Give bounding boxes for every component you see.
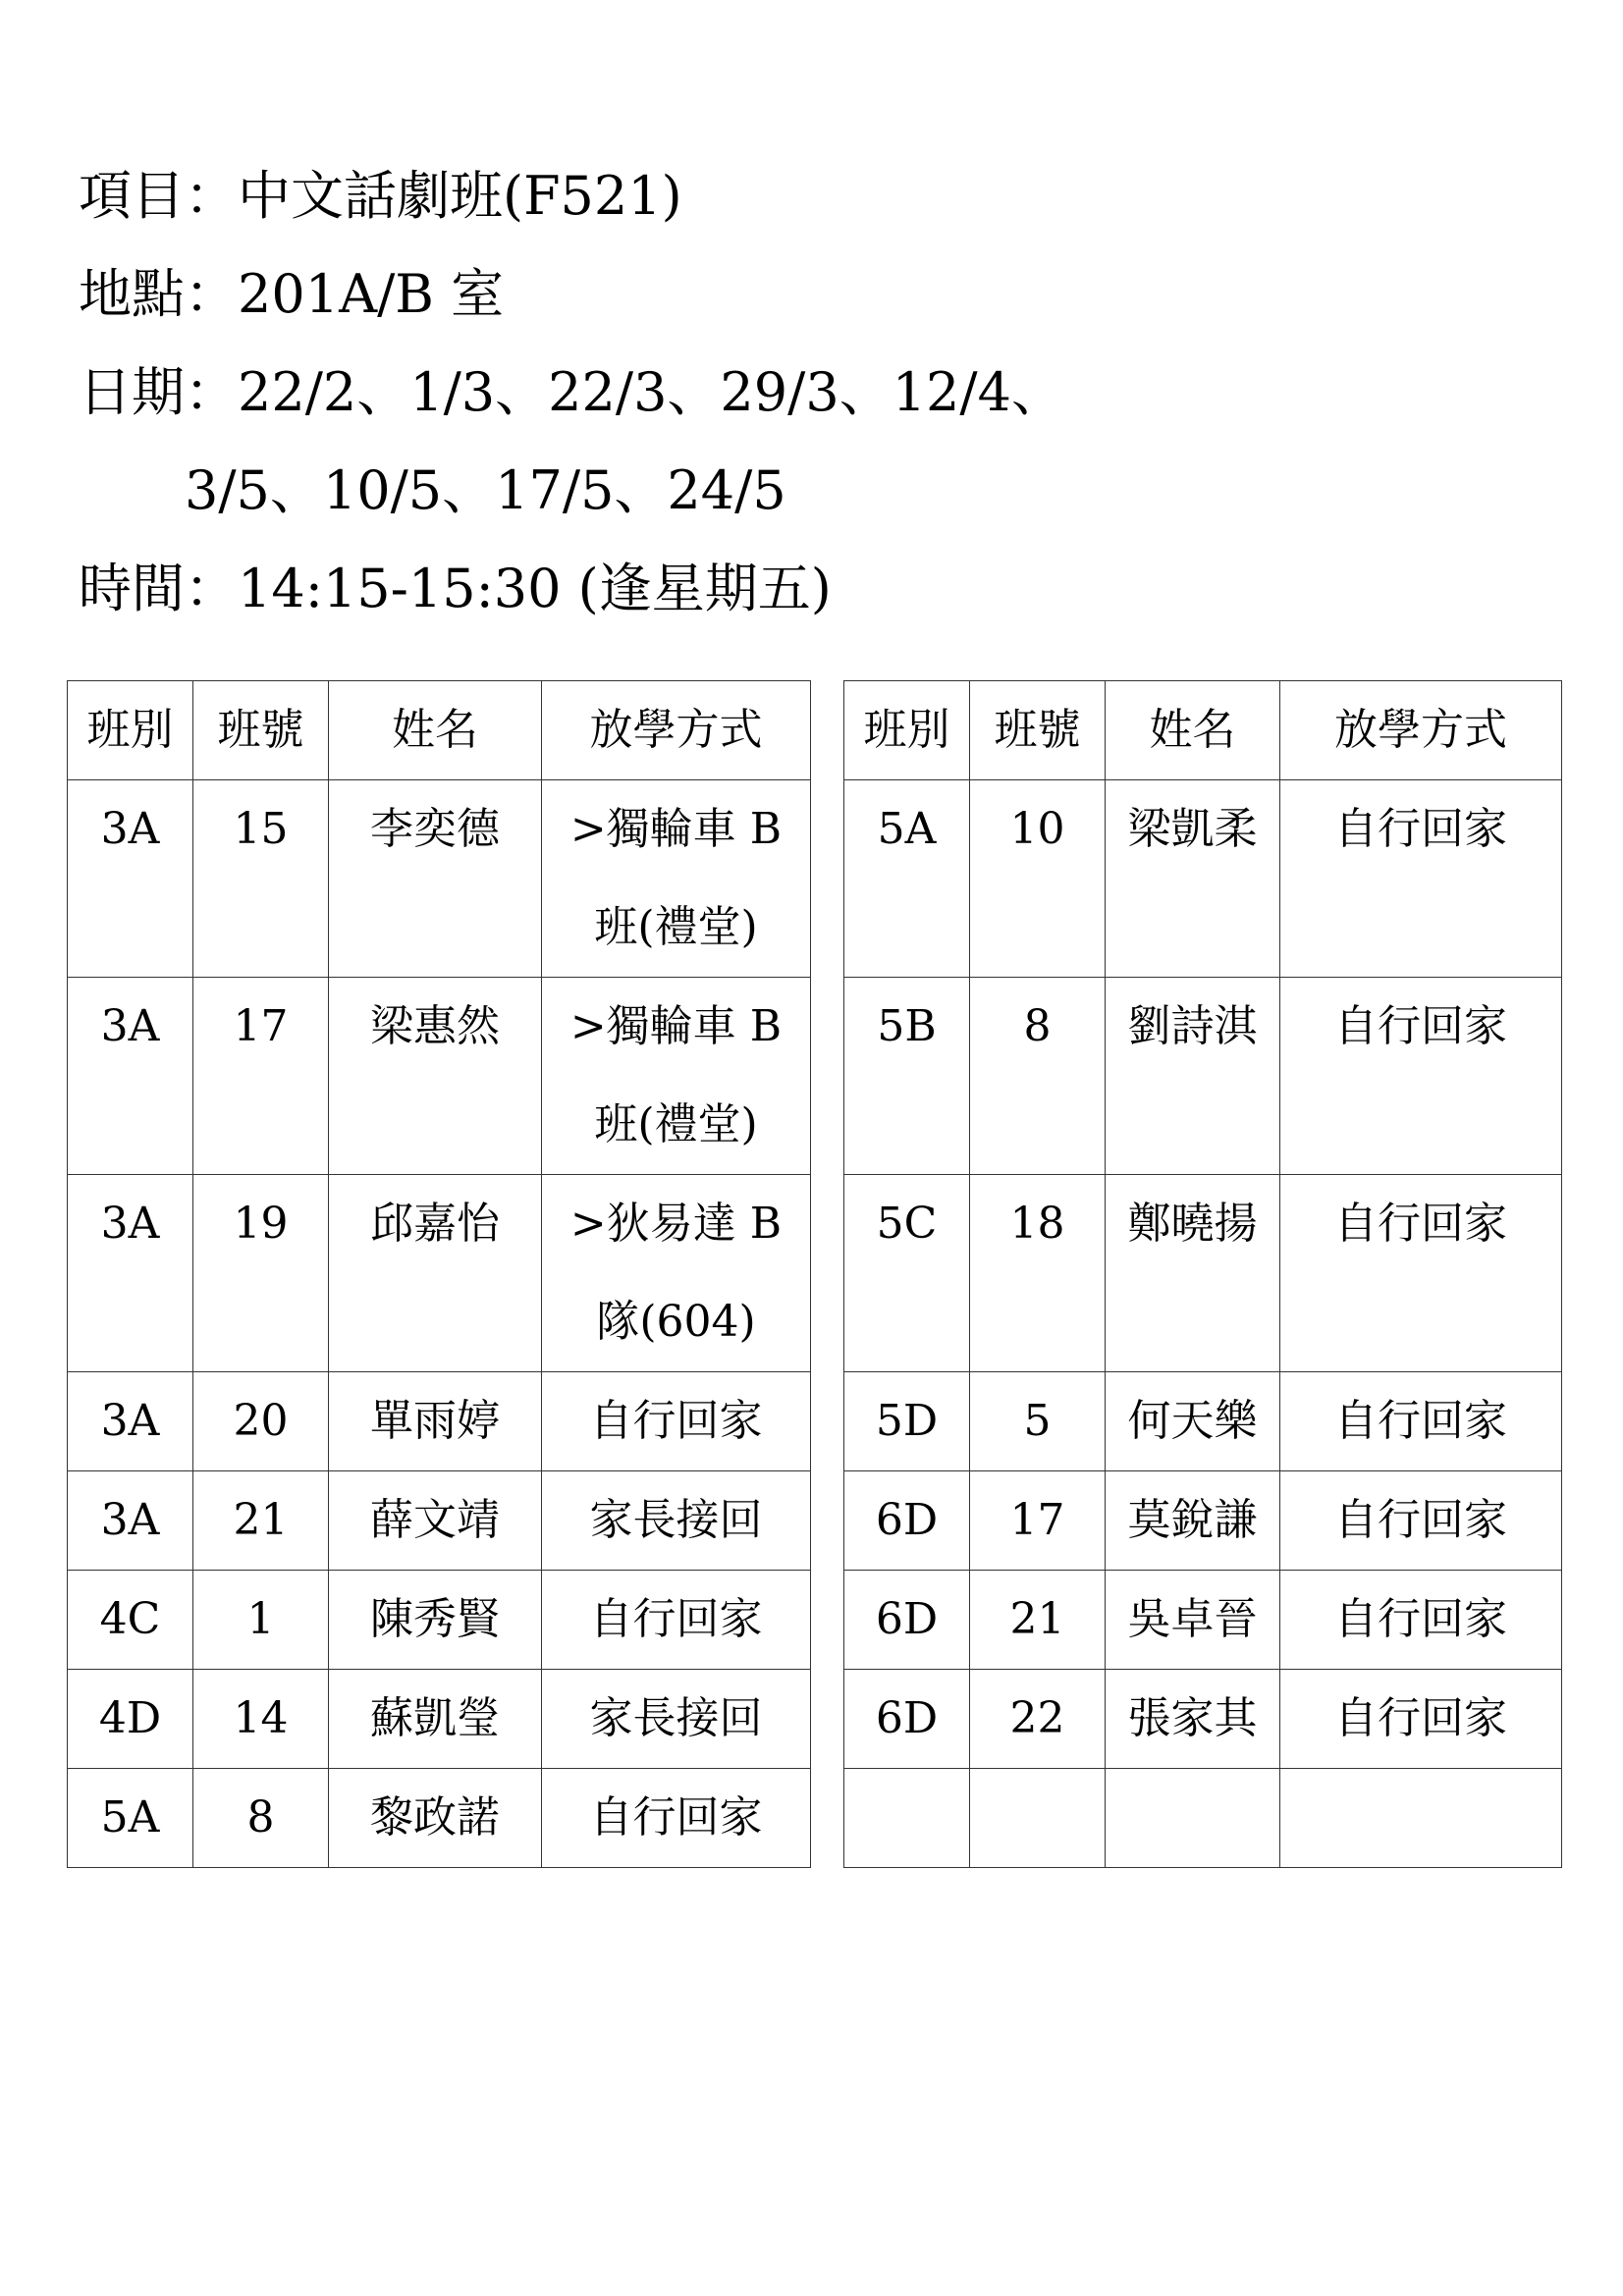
cell-method [1280,1769,1562,1868]
cell-name: 鄭曉揚 [1106,1175,1280,1372]
table-row [68,1670,811,1769]
cell-method: 自行回家 [542,1769,811,1868]
cell-method: 家長接回 [542,1471,811,1571]
venue-line [79,245,1064,344]
table-row [68,978,811,1175]
cell-class: 6D [844,1670,970,1769]
cell-number: 17 [193,978,329,1175]
table-row [844,780,1562,978]
header-method: 放學方式 [542,681,811,780]
venue-value: 201A/B 室 [238,263,505,325]
cell-number [970,1769,1106,1868]
cell-name: 莫銳謙 [1106,1471,1280,1571]
table-row [68,1571,811,1670]
student-table-right [843,680,1562,1868]
cell-method [542,780,811,978]
cell-method: 自行回家 [1280,780,1562,978]
date-label: 日期： [79,361,238,423]
time-label: 時間： [79,558,238,619]
cell-name: 李奕德 [329,780,542,978]
cell-method [542,978,811,1175]
activity-info [79,147,1064,638]
cell-method: 自行回家 [1280,978,1562,1175]
table-row [68,780,811,978]
cell-number: 21 [970,1571,1106,1670]
table-row [844,1571,1562,1670]
cell-method: 自行回家 [542,1571,811,1670]
cell-class: 5B [844,978,970,1175]
cell-number: 17 [970,1471,1106,1571]
cell-name: 吳卓晉 [1106,1571,1280,1670]
cell-name: 黎政諾 [329,1769,542,1868]
table-row [844,1670,1562,1769]
table-row [844,978,1562,1175]
item-label: 項目： [79,165,238,227]
cell-number: 5 [970,1372,1106,1471]
header-method: 放學方式 [1280,681,1562,780]
cell-class: 6D [844,1571,970,1670]
table-row [68,1769,811,1868]
cell-method: 家長接回 [542,1670,811,1769]
cell-class: 5A [68,1769,193,1868]
cell-name: 薛文靖 [329,1471,542,1571]
cell-name: 何天樂 [1106,1372,1280,1471]
header-name: 姓名 [329,681,542,780]
venue-label: 地點： [79,263,238,325]
table-row [844,1175,1562,1372]
cell-method: 自行回家 [1280,1471,1562,1571]
date-line-continued [79,442,1064,540]
cell-number: 8 [193,1769,329,1868]
cell-number: 21 [193,1471,329,1571]
header-number: 班號 [970,681,1106,780]
cell-name: 梁凱柔 [1106,780,1280,978]
header-name: 姓名 [1106,681,1280,780]
cell-class: 4D [68,1670,193,1769]
cell-number: 14 [193,1670,329,1769]
cell-class: 3A [68,1471,193,1571]
cell-name: 單雨婷 [329,1372,542,1471]
cell-number: 19 [193,1175,329,1372]
cell-class: 5A [844,780,970,978]
cell-number: 10 [970,780,1106,978]
table-header-row [68,681,811,780]
date-value-line1: 22/2、1/3、22/3、29/3、12/4、 [238,361,1064,423]
cell-method [542,1175,811,1372]
cell-number: 15 [193,780,329,978]
cell-number: 1 [193,1571,329,1670]
cell-number: 20 [193,1372,329,1471]
header-number: 班號 [193,681,329,780]
cell-class [844,1769,970,1868]
cell-number: 22 [970,1670,1106,1769]
cell-class: 3A [68,978,193,1175]
method-line2: 班(禮堂) [594,1099,758,1149]
cell-method: 自行回家 [1280,1571,1562,1670]
time-value: 14:15-15:30 (逢星期五) [238,558,832,619]
table-row-empty [844,1769,1562,1868]
method-line1: >獨輪車 B [569,1001,783,1051]
method-line2: 班(禮堂) [594,902,758,952]
cell-name: 陳秀賢 [329,1571,542,1670]
cell-class: 5D [844,1372,970,1471]
method-line2: 隊(604) [596,1297,756,1347]
header-class: 班別 [844,681,970,780]
cell-method: 自行回家 [1280,1372,1562,1471]
item-value: 中文話劇班(F521) [238,165,682,227]
cell-name: 蘇凱瑩 [329,1670,542,1769]
cell-class: 3A [68,1372,193,1471]
table-row [844,1471,1562,1571]
cell-number: 18 [970,1175,1106,1372]
date-value-line2: 3/5、10/5、17/5、24/5 [185,459,786,521]
table-row [68,1471,811,1571]
method-line1: >獨輪車 B [569,804,783,854]
cell-name: 劉詩淇 [1106,978,1280,1175]
item-line [79,147,1064,245]
cell-name: 邱嘉怡 [329,1175,542,1372]
time-line [79,540,1064,638]
method-line1: >狄易達 B [569,1199,783,1249]
table-row [68,1175,811,1372]
cell-class: 3A [68,1175,193,1372]
cell-name [1106,1769,1280,1868]
student-table-left [67,680,811,1868]
date-line [79,344,1064,442]
header-class: 班別 [68,681,193,780]
cell-class: 6D [844,1471,970,1571]
cell-name: 梁惠然 [329,978,542,1175]
cell-method: 自行回家 [1280,1670,1562,1769]
cell-class: 4C [68,1571,193,1670]
cell-number: 8 [970,978,1106,1175]
cell-class: 3A [68,780,193,978]
table-row [68,1372,811,1471]
cell-method: 自行回家 [542,1372,811,1471]
cell-name: 張家其 [1106,1670,1280,1769]
table-row [844,1372,1562,1471]
cell-class: 5C [844,1175,970,1372]
table-header-row [844,681,1562,780]
cell-method: 自行回家 [1280,1175,1562,1372]
